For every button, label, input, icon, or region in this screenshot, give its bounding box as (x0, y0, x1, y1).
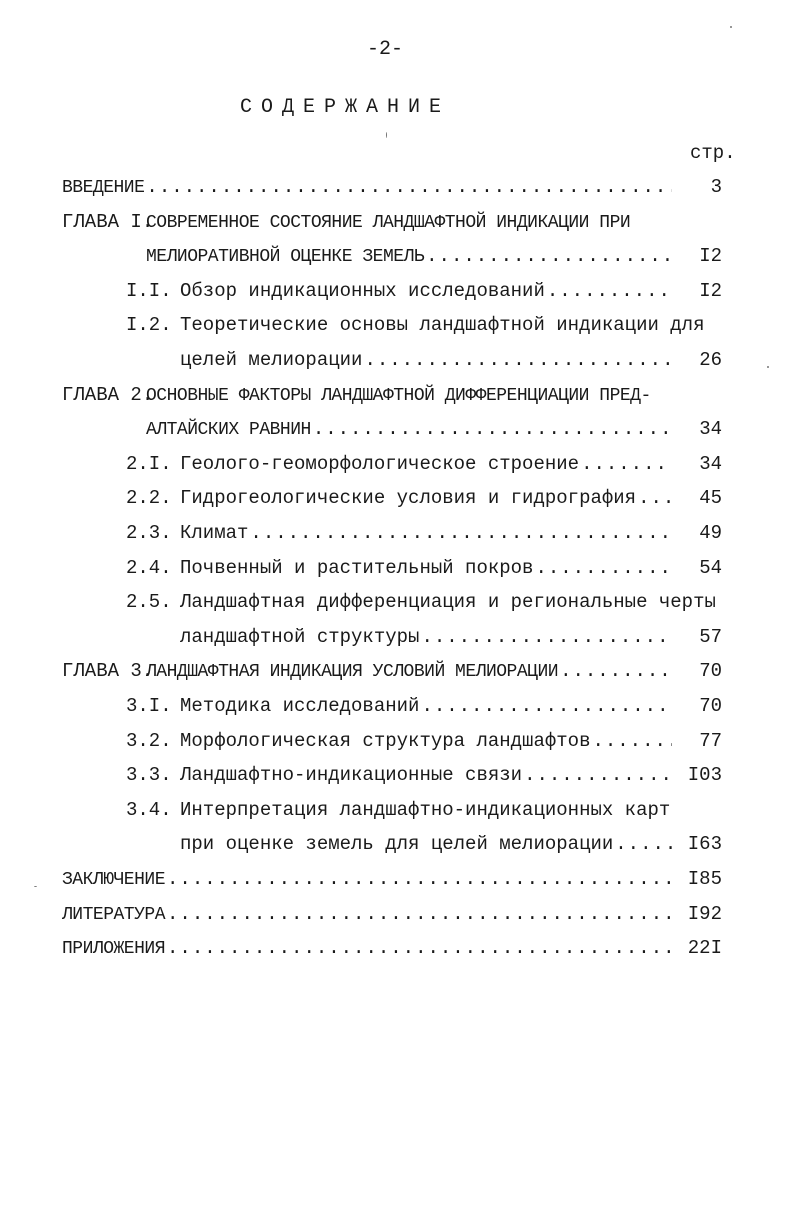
toc-label: АЛТАЙСКИХ РАВНИН (146, 420, 311, 441)
toc-line-s2_2 (126, 485, 722, 511)
dot-leader (421, 624, 672, 650)
toc-line-ch2_l2 (146, 416, 722, 442)
toc-number: 3.4. (126, 798, 172, 821)
dot-leader (167, 866, 672, 892)
toc-line-ch1_l1 (62, 209, 722, 235)
toc-label: ЛИТЕРАТУРА (62, 904, 166, 925)
toc-label: Ландшафтная дифференциация и региональные черты (180, 591, 716, 614)
toc-line-s3_1 (126, 693, 722, 719)
toc-line-s1_1 (126, 278, 722, 304)
toc-line-intro (62, 174, 722, 200)
dot-leader (581, 451, 672, 477)
dot-leader (364, 347, 672, 373)
page-number: -2- (366, 38, 403, 61)
dot-leader (535, 555, 672, 581)
dot-leader (250, 520, 672, 546)
toc-number: I.I. (126, 279, 172, 302)
dot-leader (524, 762, 672, 788)
toc-label: Интерпретация ландшафтно-индикационных карт (180, 798, 671, 821)
toc-line-s2_5_l2 (180, 624, 722, 650)
toc-label: Геолого-геоморфологическое строение (180, 452, 580, 475)
scan-speck (767, 366, 769, 368)
toc-line-ch3 (62, 658, 722, 684)
toc-page-number: I85 (687, 868, 722, 890)
scan-speck (730, 26, 732, 28)
toc-label: Обзор индикационных исследований (180, 279, 545, 302)
scan-speck (34, 886, 37, 887)
toc-label: Ландшафтно-индикационные связи (180, 764, 523, 787)
toc-page-number: 54 (699, 556, 722, 579)
toc-page-number: 34 (699, 418, 722, 441)
toc-page-number: I92 (687, 902, 722, 925)
toc-line-s2_3 (126, 520, 722, 546)
toc-page-number: 70 (699, 660, 722, 683)
dot-leader (426, 243, 672, 269)
toc-label: ЗАКЛЮЧЕНИЕ (62, 870, 166, 890)
toc-number: 2.4. (126, 556, 172, 579)
toc-number: 3.I. (126, 695, 172, 717)
toc-page-number: I2 (699, 279, 722, 302)
page-column-header: стр. (690, 142, 736, 164)
dot-leader (146, 174, 672, 200)
toc-number: 2.3. (126, 522, 172, 544)
toc-page-number: 3 (710, 176, 722, 198)
toc-number: ГЛАВА 3. (62, 660, 154, 683)
toc-line-s2_4 (126, 555, 722, 581)
page-title: СОДЕРЖАНИЕ (239, 96, 451, 119)
toc-page-number: 70 (699, 695, 722, 717)
toc-page-number: I63 (687, 833, 722, 856)
dot-leader (167, 935, 672, 961)
toc-number: I.2. (126, 314, 172, 337)
toc-line-ch1_l2 (146, 243, 722, 269)
toc-line-s3_4_l2 (180, 831, 722, 857)
toc-page-number: I03 (687, 764, 722, 787)
toc-label: ОСНОВНЫЕ ФАКТОРЫ ЛАНДШАФТНОЙ ДИФФЕРЕНЦИАЦИИ ПРЕД- (146, 385, 651, 406)
toc-label: целей мелиорации (180, 349, 363, 371)
toc-number: 2.5. (126, 591, 172, 614)
toc-label: Почвенный и растительный покров (180, 556, 534, 579)
toc-page-number: 22I (687, 937, 722, 960)
toc-line-appendices (62, 935, 722, 961)
toc-number: 3.3. (126, 764, 172, 787)
dot-leader (167, 901, 672, 927)
toc-line-s2_1 (126, 451, 722, 477)
toc-page-number: 57 (699, 625, 722, 648)
toc-line-s3_3 (126, 762, 722, 788)
toc-page-number: 26 (699, 349, 722, 371)
toc-line-s1_2_l1 (126, 312, 722, 338)
dot-leader (560, 658, 672, 684)
scan-speck (386, 132, 387, 138)
toc-page-number: 49 (699, 522, 722, 544)
toc-line-s1_2_l2 (180, 347, 722, 373)
toc-label: Климат (180, 522, 249, 544)
toc-page-number: I2 (699, 245, 722, 268)
toc-label: МЕЛИОРАТИВНОЙ ОЦЕНКЕ ЗЕМЕЛЬ (146, 247, 425, 268)
toc-page-number: 34 (699, 452, 722, 475)
toc-line-literature (62, 901, 722, 927)
dot-leader (313, 416, 672, 442)
dot-leader (421, 693, 672, 719)
toc-label: Теоретические основы ландшафтной индикации для (180, 314, 705, 337)
toc-label: ПРИЛОЖЕНИЯ (62, 939, 166, 960)
toc-label: Методика исследований (180, 695, 420, 717)
toc-label: при оценке земель для целей мелиорации (180, 833, 614, 856)
toc-number: 3.2. (126, 729, 172, 752)
toc-line-ch2_l1 (62, 382, 722, 408)
toc-line-s3_4_l1 (126, 797, 722, 823)
toc-label: Гидрогеологические условия и гидрография (180, 487, 637, 510)
dot-leader (638, 485, 672, 511)
toc-label: ландшафтной структуры (180, 625, 420, 648)
toc-line-s3_2 (126, 728, 722, 754)
toc-label: ВВЕДЕНИЕ (62, 178, 145, 198)
toc-number: 2.2. (126, 487, 172, 510)
toc-label: ЛАНДШАФТНАЯ ИНДИКАЦИЯ УСЛОВИЙ МЕЛИОРАЦИИ (146, 662, 559, 683)
toc-line-conclusion (62, 866, 722, 892)
toc-number: 2.I. (126, 452, 172, 475)
dot-leader (547, 278, 672, 304)
dot-leader (615, 831, 672, 857)
toc-label: СОВРЕМЕННОЕ СОСТОЯНИЕ ЛАНДШАФТНОЙ ИНДИКАЦИИ ПРИ (146, 212, 631, 233)
toc-number: ГЛАВА 2. (62, 383, 154, 406)
toc-label: Морфологическая структура ландшафтов (180, 729, 591, 752)
toc-page-number: 77 (699, 729, 722, 752)
toc-number: ГЛАВА I. (62, 210, 154, 233)
toc-line-s2_5_l1 (126, 589, 722, 615)
dot-leader (592, 728, 672, 754)
toc-page-number: 45 (699, 487, 722, 510)
